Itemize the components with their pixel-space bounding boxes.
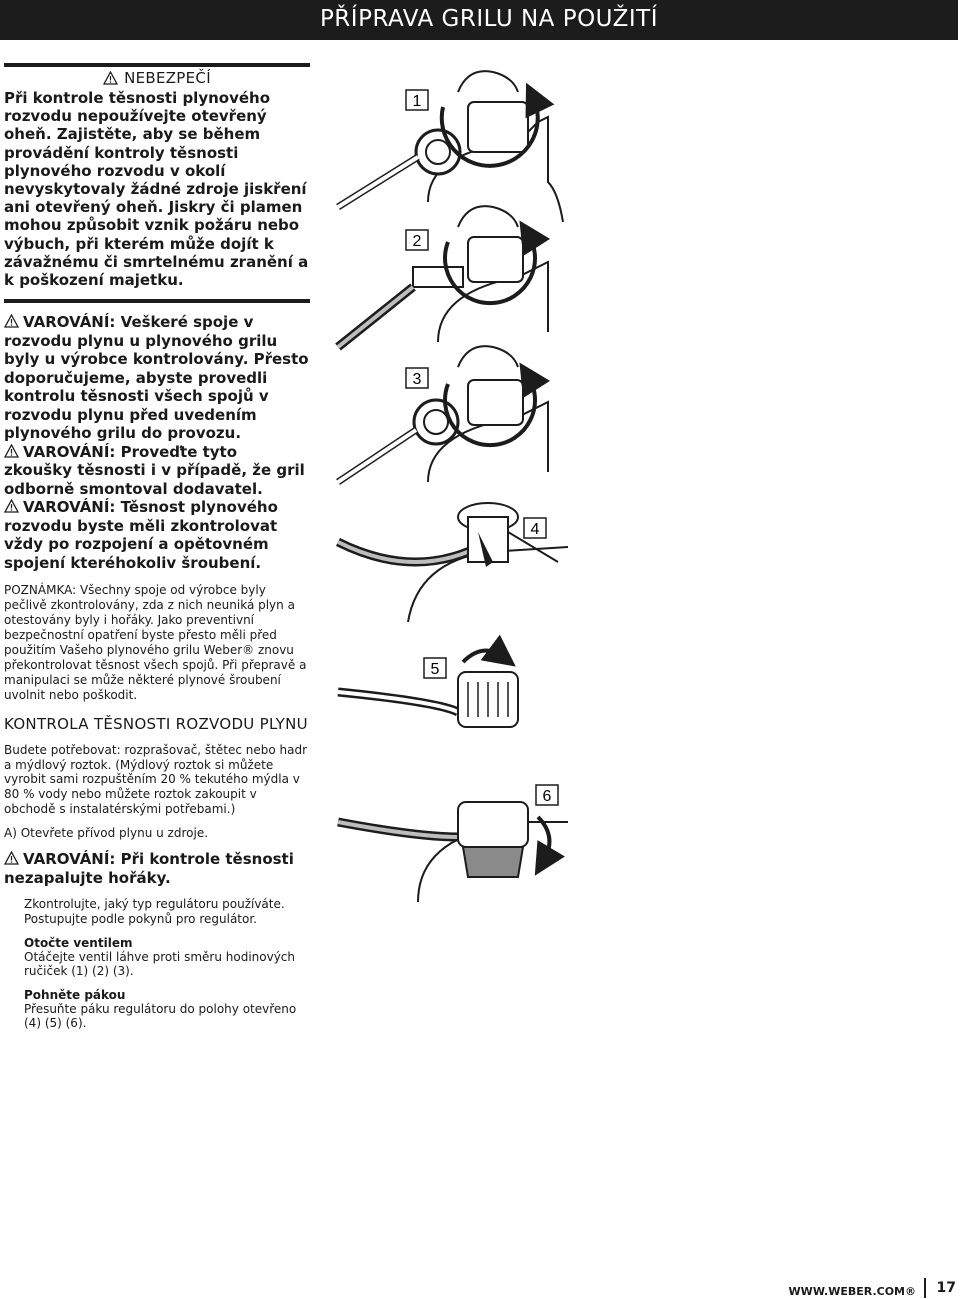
figure-panel-1 <box>338 71 563 222</box>
figure-label-6 <box>536 785 558 805</box>
warning-triangle-icon <box>4 851 19 865</box>
figure-label-2 <box>406 230 428 250</box>
section-intro: Budete potřebovat: rozprašovač, štětec nebo hadr a mýdlový roztok. (Mýdlový roztok si můžete vyrobit sami rozpuštěním 20 % tekutého mýdla v 80 % vody nebo můžete roztok zakoupit v obchodě s instalatérskými potřebami.) <box>4 743 308 816</box>
svg-text:6: 6 <box>542 788 552 805</box>
danger-bottom-rule <box>4 299 310 303</box>
figure-panel-3 <box>338 346 548 482</box>
check-regulator-text: Zkontrolujte, jaký typ regulátoru používáte. Postupujte podle pokynů pro regulátor. <box>24 897 285 926</box>
figure-panel-5 <box>338 651 568 902</box>
figure-panel-2 <box>338 206 548 347</box>
valve-title: Otočte ventilem <box>24 936 133 951</box>
danger-heading-label: NEBEZPEČÍ <box>124 69 211 87</box>
header-bar <box>0 0 958 40</box>
lever-title: Pohněte pákou <box>24 988 126 1003</box>
figure-label-5 <box>424 658 446 678</box>
figure-label-1 <box>406 90 428 110</box>
warning-factory-checked <box>4 313 310 443</box>
danger-heading <box>4 69 310 87</box>
warning-dealer-assembled <box>4 443 310 499</box>
figure-panel-6 <box>338 802 549 877</box>
step-a: A) Otevřete přívod plynu u zdroje. <box>4 826 209 841</box>
svg-text:4: 4 <box>530 521 540 538</box>
warning-triangle-icon <box>4 499 19 513</box>
danger-text: Při kontrole těsnosti plynového rozvodu nepoužívejte otevřený oheň. Zajistěte, aby se během provádění kontroly těsnosti plynového rozvodu v okolí nevyskytovaly žádné zdroje jiskření ani otevřený oheň. Jiskry či plamen mohou způsobit vznik požáru nebo výbuch, při kterém může dojít k závažnému či smrtelnému zranění a k poškození majetku. <box>4 89 309 290</box>
svg-text:3: 3 <box>412 371 422 388</box>
warning-triangle-icon <box>103 71 118 85</box>
warning-triangle-icon <box>4 444 19 458</box>
figure-label-3 <box>406 368 428 388</box>
valve-text: Otáčejte ventil láhve proti směru hodinových ručiček (1) (2) (3). <box>24 950 296 979</box>
warning-text: VAROVÁNÍ: Proveďte tyto zkoušky těsnosti i v případě, že gril odborně smontoval dodavatel. <box>4 442 305 498</box>
warning-text: VAROVÁNÍ: Těsnost plynového rozvodu byste měli zkontrolovat vždy po rozpojení a opětovném spojení kteréhokoliv šroubení. <box>4 498 278 572</box>
note-paragraph: POZNÁMKA: Všechny spoje od výrobce byly pečlivě zkontrolovány, zda z nich neuniká plyn a otestovány byly i hořáky. Jako preventivní bezpečnostní opatření byste přesto měli před použitím Vašeho plynového grilu Weber® znovu překontrolovat těsnost všech spojů. Při přepravě a manipulaci se může některé plynové šroubení uvolnit nebo poškodit. <box>4 583 307 703</box>
svg-text:1: 1 <box>412 93 422 110</box>
warning-text: VAROVÁNÍ: Veškeré spoje v rozvodu plynu u plynového grilu byly u výrobce kontrolovány. Přesto doporučujeme, abyste provedli kontrolu těsnosti všech spojů v rozvodu plynu před uvedením plynového grilu do provozu. <box>4 313 309 443</box>
svg-text:5: 5 <box>430 661 440 678</box>
footer-divider <box>924 1278 926 1298</box>
footer-url: WWW.WEBER.COM® <box>788 1285 916 1298</box>
regulator-connection-illustration <box>318 62 958 912</box>
left-column <box>4 63 310 1030</box>
warning-no-ignite <box>4 850 310 887</box>
page-title: PŘÍPRAVA GRILU NA POUŽITÍ <box>319 6 658 32</box>
warning-text: VAROVÁNÍ: Při kontrole těsnosti nezapalujte hořáky. <box>4 850 294 887</box>
section-title: KONTROLA TĚSNOSTI ROZVODU PLYNU <box>4 715 308 734</box>
warning-triangle-icon <box>4 314 19 328</box>
lever-text: Přesuňte páku regulátoru do polohy otevřeno (4) (5) (6). <box>24 1002 297 1031</box>
page-number: 17 <box>936 1280 956 1296</box>
warning-reconnect <box>4 498 310 572</box>
danger-top-rule <box>4 63 310 67</box>
svg-text:2: 2 <box>412 233 422 250</box>
figure-label-4 <box>524 518 546 538</box>
